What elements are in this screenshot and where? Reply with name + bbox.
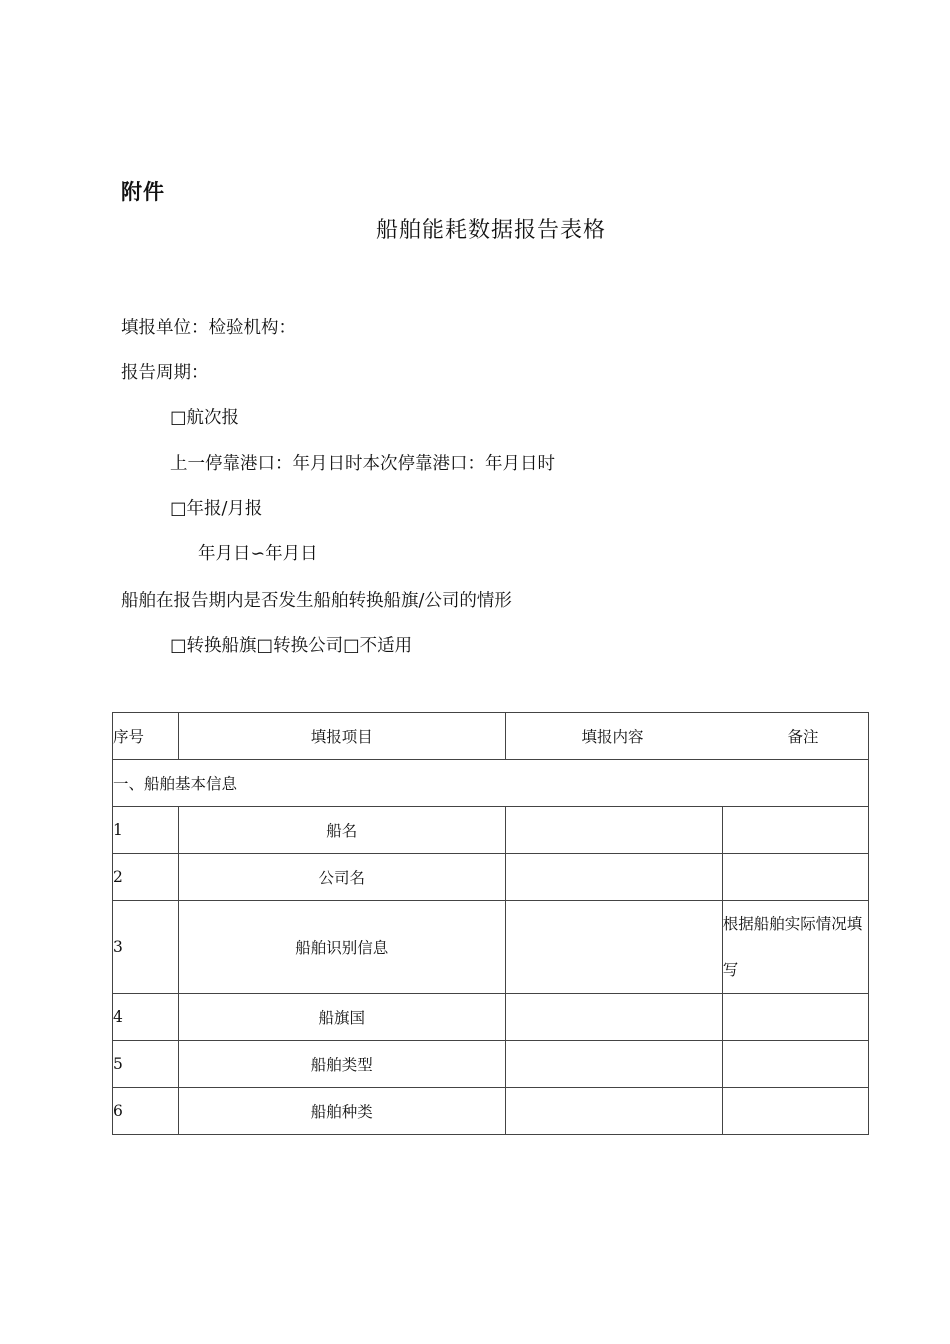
flag-company-change-question: 船舶在报告期内是否发生船舶转换船旗/公司的情形 bbox=[121, 591, 512, 611]
row-item: 船旗国 bbox=[179, 994, 505, 1041]
header-no: 序号 bbox=[113, 713, 179, 760]
row-content-cell[interactable] bbox=[505, 1088, 722, 1135]
table-row bbox=[113, 807, 869, 854]
section-basic-info: 一、船舶基本信息 bbox=[113, 760, 869, 807]
row-content-cell[interactable] bbox=[505, 807, 722, 854]
header-content-note-cell bbox=[505, 713, 869, 760]
row-no: 4 bbox=[113, 994, 179, 1041]
table-row bbox=[113, 854, 869, 901]
ship-energy-report-table bbox=[112, 712, 869, 1135]
row-no: 6 bbox=[113, 1088, 179, 1135]
table-row bbox=[113, 994, 869, 1041]
row-item: 船舶类型 bbox=[179, 1041, 505, 1088]
row-no: 3 bbox=[113, 901, 179, 994]
port-call-line: 上一停靠港口：年月日时本次停靠港口：年月日时 bbox=[170, 454, 555, 474]
row-no: 2 bbox=[113, 854, 179, 901]
row-note-cell[interactable]: 根据船舶实际情况填写 bbox=[722, 901, 868, 994]
flag-company-change-options[interactable]: □转换船旗□转换公司□不适用 bbox=[170, 636, 413, 656]
row-no: 5 bbox=[113, 1041, 179, 1088]
document-title: 船舶能耗数据报告表格 bbox=[375, 218, 606, 243]
annual-monthly-option[interactable]: □年报/月报 bbox=[170, 499, 263, 519]
header-content: 填报内容 bbox=[581, 728, 644, 746]
row-note-cell[interactable] bbox=[722, 1041, 868, 1088]
row-note-cell[interactable] bbox=[722, 807, 868, 854]
report-period-label: 报告周期： bbox=[121, 363, 209, 383]
reporting-unit-line: 填报单位：检验机构： bbox=[121, 318, 296, 338]
header-note: 备注 bbox=[787, 728, 819, 746]
row-note-cell[interactable] bbox=[722, 854, 868, 901]
table-header-row bbox=[113, 713, 869, 760]
row-item: 船舶识别信息 bbox=[179, 901, 505, 994]
table-row bbox=[113, 1041, 869, 1088]
row-note-cell[interactable] bbox=[722, 994, 868, 1041]
section-row bbox=[113, 760, 869, 807]
row-content-cell[interactable] bbox=[505, 1041, 722, 1088]
row-item: 船名 bbox=[179, 807, 505, 854]
annex-label: 附件 bbox=[121, 180, 165, 204]
table-row bbox=[113, 901, 869, 994]
row-item: 船舶种类 bbox=[179, 1088, 505, 1135]
row-item: 公司名 bbox=[179, 854, 505, 901]
row-content-cell[interactable] bbox=[505, 854, 722, 901]
row-content-cell[interactable] bbox=[505, 994, 722, 1041]
table-row bbox=[113, 1088, 869, 1135]
header-item: 填报项目 bbox=[179, 713, 505, 760]
voyage-report-option[interactable]: □航次报 bbox=[170, 408, 240, 428]
row-content-cell[interactable] bbox=[505, 901, 722, 994]
date-range-line: 年月日∽年月日 bbox=[198, 544, 318, 564]
row-note-cell[interactable] bbox=[722, 1088, 868, 1135]
row-no: 1 bbox=[113, 807, 179, 854]
